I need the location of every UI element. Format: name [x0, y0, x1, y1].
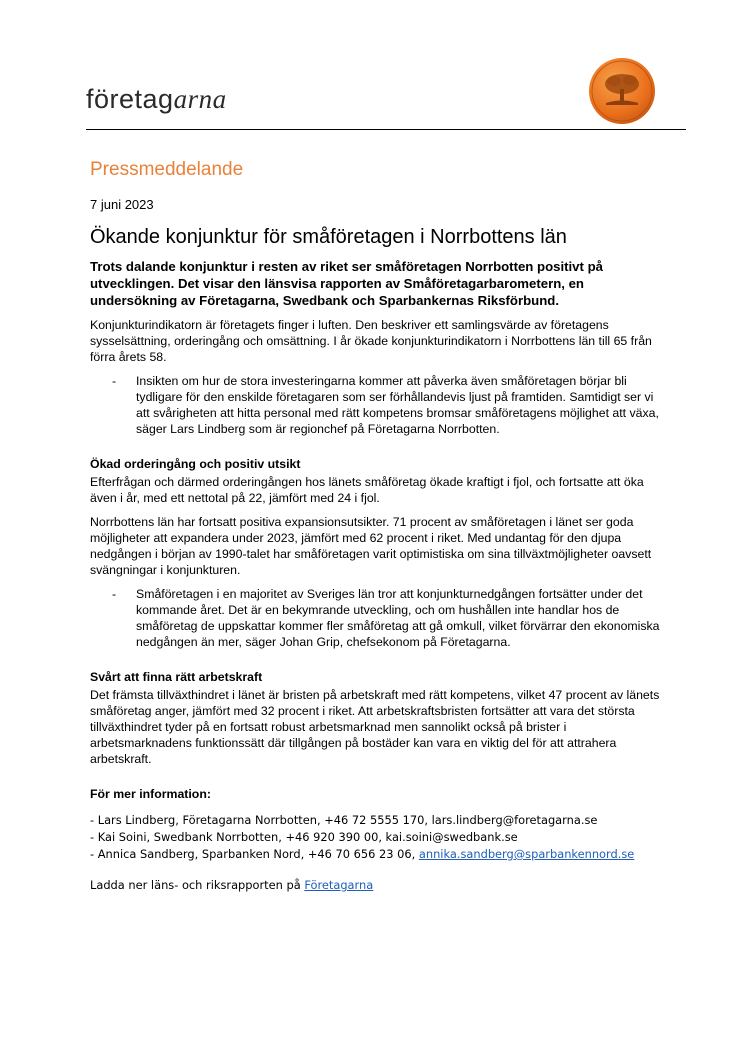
quote-grip — [90, 586, 662, 650]
paragraph-indicator: Konjunkturindikatorn är företagets finger i luften. Den beskriver ett samlingsvärde av företagens sysselsättning, orderingång och omsättning. I år ökade konjunkturindikatorn i Norrbottens län till 65 från förra årets 58. — [90, 318, 652, 364]
article-body — [90, 258, 662, 894]
bullet-dash: - — [112, 587, 117, 601]
logo-main-text: företag — [86, 84, 174, 114]
foretagarna-logo — [86, 84, 227, 115]
paragraph-orders: Efterfrågan och därmed orderingången hos länets småföretag ökade kraftigt i fjol, och fortsatte att öka även i år, med ett nettotal på 22, jämfört med 24 i fjol. — [90, 475, 644, 505]
contact-sandberg-text: - Annica Sandberg, Sparbanken Nord, +46 70 656 23 06, — [90, 847, 419, 861]
lead-paragraph: Trots dalande konjunktur i resten av riket ser småföretagen Norrbotten positivt på utvecklingen. Det visar den länsvisa rapporten av Småföretagarbarometern, en undersökning av Företagarna, Swedbank och Sparbankernas Riksförbund. — [90, 259, 603, 308]
logo-italic-text: arna — [173, 84, 227, 114]
download-text: Ladda ner läns- och riksrapporten på — [90, 878, 305, 892]
press-release-label: Pressmeddelande — [90, 159, 244, 180]
quote-lindberg — [90, 373, 662, 437]
quote-text: Småföretagen i en majoritet av Sveriges län tror att konjunkturnedgången fortsätter under det kommande året. Det är en bekymrande utveckling, och om hushållen inte handlar hos de småföretag de uppskattar kommer fler småföretag att gå omkull, vilket förvärrar den ekonomiska nedgången än mer, säger Johan Grip, chefsekonom på Företagarna. — [136, 587, 660, 649]
heading-more-info: För mer information: — [90, 787, 211, 801]
tree-seal-logo — [588, 57, 656, 125]
sandberg-email-link[interactable]: annika.sandberg@sparbankennord.se — [418, 847, 635, 861]
contact-list — [90, 812, 662, 894]
paragraph-labor: Det främsta tillväxthindret i länet är bristen på arbetskraft med rätt kompetens, vilket 47 procent av länets småföretag anger, jämfört med 32 procent i riket. Att arbetskraftsbristen fortsätter att vara det största tillväxthindret tyder på en fortsatt robust arbetsmarknad men sannolikt också på brister i arbetsmarknadens funktionssätt där tillgången på bostäder kan vara en viktig del för att attrahera arbetskraft. — [90, 688, 660, 766]
heading-order: Ökad orderingång och positiv utsikt — [90, 457, 301, 471]
heading-labor: Svårt att finna rätt arbetskraft — [90, 670, 263, 684]
contact-soini: - Kai Soini, Swedbank Norrbotten, +46 920 390 00, kai.soini@swedbank.se — [90, 830, 518, 844]
article-title: Ökande konjunktur för småföretagen i Norrbottens län — [90, 226, 567, 248]
quote-text: Insikten om hur de stora investeringarna kommer att påverka även småföretagen börjar bli tydligare för den enskilde företagaren som ser förhållandevis ljust på framtiden. Samtidigt ser vi att svårigheten att hitta personal med rätt kompetens bromsar småföretagens möjlighet att växa, säger Lars Lindberg som är regionchef på Företagarna Norrbotten. — [136, 374, 659, 436]
header-divider — [86, 129, 686, 130]
paragraph-expansion: Norrbottens län har fortsatt positiva expansionsutsikter. 71 procent av småföretagen i länet ser goda möjligheter att expandera under 2023, jämfört med 62 procent i riket. Med undantag för den djupa nedgången i början av 1990-talet har småföretagen varit optimistiska om sina tillväxtmöjligheter oavsett svängningar i konjunkturen. — [90, 515, 652, 577]
bullet-dash: - — [112, 374, 117, 388]
download-line — [90, 877, 662, 894]
contact-sandberg — [90, 846, 662, 863]
foretagarna-report-link[interactable]: Företagarna — [304, 878, 374, 892]
release-date: 7 juni 2023 — [90, 197, 154, 212]
contact-lindberg: - Lars Lindberg, Företagarna Norrbotten, +46 72 5555 170, lars.lindberg@foretagarna.se — [90, 813, 598, 827]
